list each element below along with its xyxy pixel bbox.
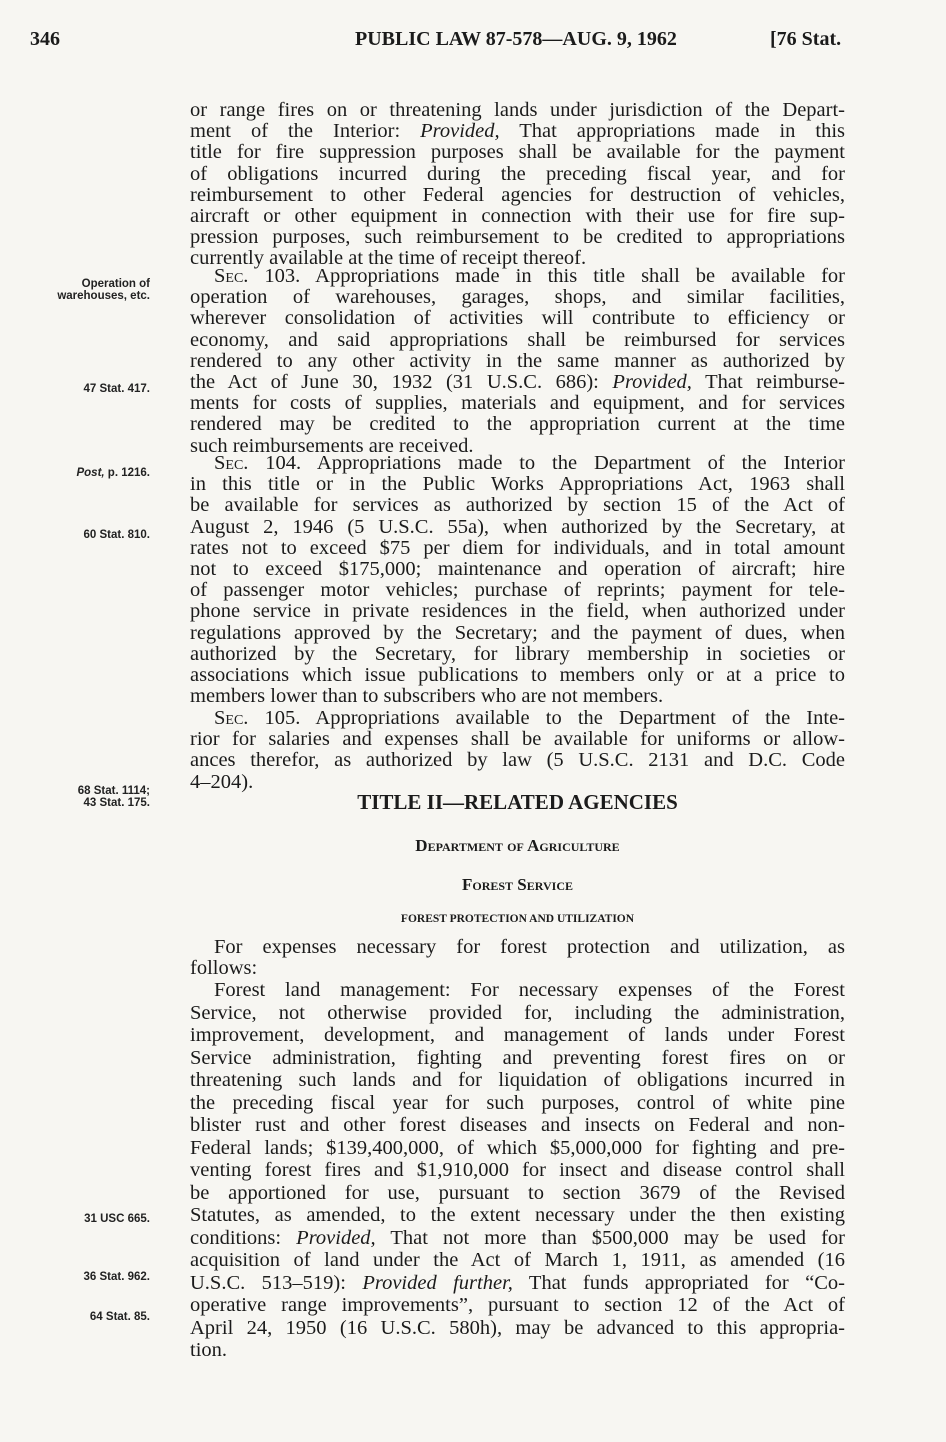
text-line: operative range improvements”, pursuant to section 12 of the Act of bbox=[190, 1294, 845, 1316]
text-line: currently available at the time of receipt thereof. bbox=[190, 247, 587, 270]
subheading: FOREST PROTECTION AND UTILIZATION bbox=[400, 913, 635, 925]
text-line: Service administration, fighting and preventing forest fires on or bbox=[190, 1046, 845, 1069]
margin-note: Post, p. 1216. bbox=[76, 467, 150, 479]
margin-note: 47 Stat. 417. bbox=[83, 383, 150, 395]
text-line: August 2, 1946 (5 U.S.C. 55a), when authorized by the Secretary, at bbox=[190, 515, 845, 538]
margin-note: 68 Stat. 1114; 43 Stat. 175. bbox=[77, 785, 150, 809]
title-heading: TITLE II—RELATED AGENCIES bbox=[357, 790, 678, 814]
text-line: rates not to exceed $75 per diem for individuals, and in total amount bbox=[190, 536, 845, 559]
margin-note: Operation of warehouses, etc. bbox=[57, 278, 150, 302]
page-number: 346 bbox=[30, 28, 60, 50]
text-line: economy, and said appropriations shall be reimbursed for services bbox=[190, 328, 845, 351]
text-line: Sec. 104. Appropriations made to the Department of the Interior bbox=[214, 452, 845, 474]
text-line: Sec. 103. Appropriations made in this title shall be available for bbox=[214, 265, 845, 287]
paragraph-sec-103 bbox=[190, 266, 845, 457]
text-line: regulations approved by the Secretary; and the payment of dues, when bbox=[190, 621, 845, 644]
text-line: Forest land management: For necessary expenses of the Forest bbox=[214, 979, 845, 1001]
text-line: not to exceed $175,000; maintenance and operation of aircraft; hire bbox=[190, 557, 845, 580]
italic-term: Provided, bbox=[612, 370, 692, 393]
service-heading: Forest Service bbox=[461, 875, 574, 894]
text-line: Statutes, as amended, to the extent necessary under the then existing bbox=[190, 1204, 845, 1226]
section-label: Sec. bbox=[214, 265, 249, 287]
text-line: For expenses necessary for forest protection and utilization, as bbox=[214, 936, 845, 958]
text-line: rendered to any other activity in the same manner as authorized by bbox=[190, 349, 845, 372]
text-line: conditions: Provided, That not more than $500,000 may be used for bbox=[190, 1226, 845, 1249]
italic-term: Provided, bbox=[296, 1226, 376, 1249]
text-line: pression purposes, such reimbursement to be credited to appropriations bbox=[190, 226, 845, 249]
text-line: phone service in private residences in the field, when authorized under bbox=[190, 600, 845, 623]
text-line: such reimbursements are received. bbox=[190, 434, 474, 457]
running-title: PUBLIC LAW 87-578—AUG. 9, 1962 bbox=[355, 28, 677, 50]
margin-note: 36 Stat. 962. bbox=[83, 1271, 150, 1283]
text-line: threatening such lands and for liquidation of obligations incurred in bbox=[190, 1069, 845, 1091]
margin-note: 64 Stat. 85. bbox=[89, 1311, 150, 1323]
text-line: be available for services as authorized by section 15 of the Act of bbox=[190, 494, 845, 517]
text-line: 4–204). bbox=[190, 770, 254, 793]
text-line: title for fire suppression purposes shall be available for the payment bbox=[190, 141, 845, 164]
text-line: ment of the Interior: Provided, That appropriations made in this bbox=[190, 120, 846, 143]
text-line: or range fires on or threatening lands under jurisdiction of the Depart- bbox=[190, 99, 845, 121]
text-line: the Act of June 30, 1932 (31 U.S.C. 686): Provided, That reimburse- bbox=[190, 370, 845, 393]
paragraph-sec-104 bbox=[190, 453, 845, 707]
text-line: authorized by the Secretary, for library membership in societies or bbox=[190, 642, 845, 665]
text-line: rendered may be credited to the appropriation current at the time bbox=[190, 413, 845, 436]
paragraph-sec-105 bbox=[190, 708, 845, 793]
text-line: associations which issue publications to members only or at a price to bbox=[190, 663, 845, 686]
section-label: Sec. bbox=[214, 452, 249, 474]
text-line: Federal lands; $139,400,000, of which $5,000,000 for fighting and pre- bbox=[190, 1136, 845, 1159]
paragraph-fire-suppression bbox=[190, 100, 845, 270]
text-line: ances therefor, as authorized by law (5 U.S.C. 2131 and D.C. Code bbox=[190, 749, 845, 772]
italic-term: Provided further, bbox=[362, 1271, 513, 1294]
paragraph-forest-expenses bbox=[190, 937, 845, 979]
text-line: U.S.C. 513–519): Provided further, That funds appropriated for “Co- bbox=[190, 1271, 845, 1294]
text-line: venting forest fires and $1,910,000 for insect and disease control shall bbox=[190, 1159, 845, 1181]
margin-note: 60 Stat. 810. bbox=[83, 529, 150, 541]
text-line: Service, not otherwise provided for, including the administration, bbox=[190, 1001, 845, 1024]
text-line: wherever consolidation of activities will contribute to efficiency or bbox=[190, 307, 845, 330]
text-line: of passenger motor vehicles; purchase of reprints; payment for tele- bbox=[190, 579, 845, 602]
text-line: aircraft or other equipment in connection with their use for fire sup- bbox=[190, 204, 845, 227]
text-line: Sec. 105. Appropriations available to the Department of the Inte- bbox=[214, 707, 845, 729]
section-label: Sec. bbox=[214, 707, 249, 729]
text-line: be apportioned for use, pursuant to section 3679 of the Revised bbox=[190, 1181, 845, 1204]
department-heading: Department of Agriculture bbox=[415, 836, 620, 855]
text-line: April 24, 1950 (16 U.S.C. 580h), may be advanced to this appropria- bbox=[190, 1316, 845, 1339]
text-line: operation of warehouses, garages, shops, and similar facilities, bbox=[190, 286, 845, 309]
text-line: blister rust and other forest diseases and insects on Federal and non- bbox=[190, 1114, 845, 1136]
text-line: tion. bbox=[190, 1339, 228, 1361]
text-line: rior for salaries and expenses shall be available for uniforms or allow- bbox=[190, 728, 845, 751]
volume-reference: [76 Stat. bbox=[770, 28, 842, 50]
text-line: of obligations incurred during the preceding fiscal year, and for bbox=[190, 162, 845, 185]
margin-note: 31 USC 665. bbox=[84, 1213, 150, 1225]
text-line: members lower than to subscribers who are not members. bbox=[190, 685, 664, 708]
italic-term: Provided, bbox=[420, 120, 500, 143]
text-line: acquisition of land under the Act of March 1, 1911, as amended (16 bbox=[190, 1249, 845, 1271]
text-line: reimbursement to other Federal agencies for destruction of vehicles, bbox=[190, 183, 845, 206]
text-line: improvement, development, and management of lands under Forest bbox=[190, 1024, 845, 1046]
text-line: in this title or in the Public Works Appropriations Act, 1963 shall bbox=[190, 473, 845, 496]
text-line: the preceding fiscal year for such purposes, control of white pine bbox=[190, 1091, 845, 1114]
paragraph-forest-land-management bbox=[190, 980, 845, 1363]
text-line: follows: bbox=[190, 957, 258, 980]
text-line: ments for costs of supplies, materials and equipment, and for services bbox=[190, 392, 845, 415]
